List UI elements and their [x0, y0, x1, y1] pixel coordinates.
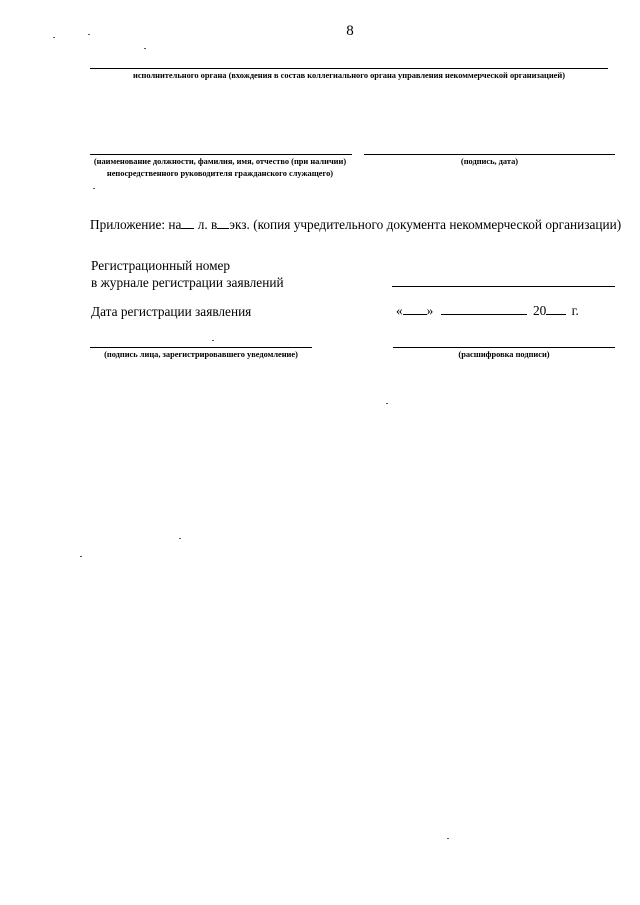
- copies-blank: [217, 217, 229, 229]
- scan-speck: [179, 538, 181, 539]
- date-open-quote: «: [396, 303, 403, 318]
- sheets-blank: [181, 217, 194, 229]
- position-caption: (наименование должности, фамилия, имя, отчество (при наличии) непосредственного руководителя гражданского служащего): [93, 157, 347, 178]
- registration-number-field[interactable]: [392, 286, 615, 287]
- organ-caption: исполнительного органа (вхождения в состав коллегиального органа управления некоммерческой организацией): [133, 71, 565, 80]
- signature-decoding-caption: (расшифровка подписи): [458, 350, 550, 359]
- signature-date-rule: [364, 154, 615, 155]
- scan-speck: [88, 34, 90, 35]
- scan-speck: [80, 556, 82, 557]
- signature-decoding-rule: [393, 347, 615, 348]
- position-rule: [90, 154, 352, 155]
- scan-speck: [53, 37, 55, 38]
- registration-date-label: Дата регистрации заявления: [91, 304, 252, 319]
- attachment-prefix: Приложение: на: [90, 217, 182, 232]
- scan-speck: [144, 48, 146, 49]
- organ-rule: [90, 68, 608, 69]
- attachment-sheets-unit: л. в: [197, 217, 218, 232]
- signature-date-caption: (подпись, дата): [460, 157, 519, 166]
- scan-speck: [93, 188, 95, 189]
- attachment-line: [90, 216, 621, 233]
- year-blank[interactable]: [546, 303, 566, 315]
- scan-speck: [386, 403, 388, 404]
- registrar-signature-caption: (подпись лица, зарегистрировавшего уведомление): [104, 350, 298, 359]
- date-close-quote: »: [426, 303, 434, 318]
- day-blank[interactable]: [403, 303, 427, 315]
- registrar-signature-rule: [90, 347, 312, 348]
- attachment-copies-text: экз. (копия учредительного документа некоммерческой организации): [229, 217, 622, 232]
- year-suffix: г.: [571, 303, 579, 318]
- registration-number-label-line-2: в журнале регистрации заявлений: [91, 275, 284, 290]
- year-prefix: 20: [532, 303, 547, 318]
- registration-date-field[interactable]: [396, 302, 579, 319]
- month-blank[interactable]: [441, 303, 527, 315]
- registration-number-label-line-1: Регистрационный номер: [91, 258, 231, 273]
- scan-speck: [212, 340, 214, 341]
- scan-speck: [447, 838, 449, 839]
- registration-number-label: [91, 257, 284, 291]
- page-number: 8: [346, 23, 354, 39]
